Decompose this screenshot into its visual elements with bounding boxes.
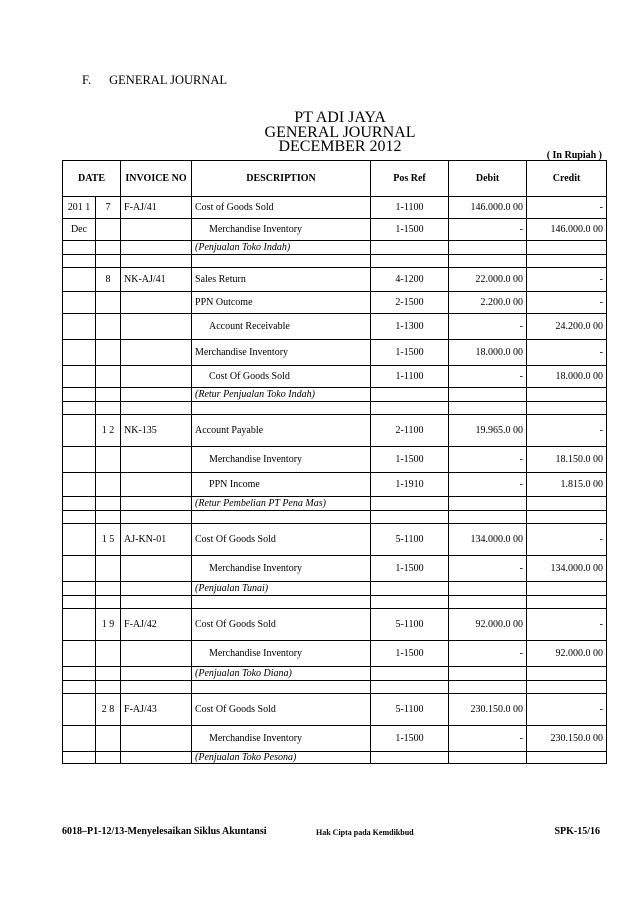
description-cell (192, 511, 371, 524)
posref-cell: 5-1100 (371, 524, 449, 556)
description-cell (192, 402, 371, 415)
journal-row (63, 497, 607, 511)
date-year-cell (63, 447, 96, 473)
credit-cell: 146.000.0 00 (527, 219, 607, 241)
date-day-cell (96, 667, 121, 681)
description-cell: Merchandise Inventory (192, 447, 371, 473)
date-year-cell (63, 366, 96, 388)
posref-cell (371, 596, 449, 609)
date-year-cell (63, 609, 96, 641)
date-day-cell (96, 314, 121, 340)
invoice-cell (121, 255, 192, 268)
credit-cell: - (527, 609, 607, 641)
currency-note: ( In Rupiah ) (546, 150, 602, 161)
debit-cell: - (449, 556, 527, 582)
date-year-cell (63, 752, 96, 764)
description-cell: (Penjualan Toko Pesona) (192, 752, 371, 764)
debit-cell: - (449, 473, 527, 497)
debit-cell: - (449, 447, 527, 473)
debit-cell: 146.000.0 00 (449, 197, 527, 219)
credit-cell (527, 596, 607, 609)
credit-cell (527, 402, 607, 415)
date-day-cell (96, 473, 121, 497)
date-year-cell (63, 694, 96, 726)
debit-cell (449, 497, 527, 511)
debit-cell: - (449, 641, 527, 667)
posref-cell: 1-1100 (371, 197, 449, 219)
journal-row (63, 366, 607, 388)
invoice-cell (121, 366, 192, 388)
date-year-cell (63, 314, 96, 340)
description-cell: Cost Of Goods Sold (192, 366, 371, 388)
journal-table (62, 160, 607, 764)
date-day-cell: 8 (96, 268, 121, 292)
description-cell (192, 681, 371, 694)
posref-cell: 1-1500 (371, 340, 449, 366)
invoice-cell: NK-AJ/41 (121, 268, 192, 292)
col-credit: Credit (527, 161, 607, 197)
journal-period: DECEMBER 2012 (278, 138, 402, 155)
date-year-cell (63, 473, 96, 497)
posref-cell: 1-1100 (371, 366, 449, 388)
credit-cell: 92.000.0 00 (527, 641, 607, 667)
debit-cell (449, 255, 527, 268)
description-cell: Account Receivable (192, 314, 371, 340)
journal-row (63, 596, 607, 609)
debit-cell: - (449, 726, 527, 752)
section-letter: F. (82, 73, 92, 87)
journal-row (63, 473, 607, 497)
journal-row (63, 641, 607, 667)
invoice-cell (121, 241, 192, 255)
invoice-cell (121, 596, 192, 609)
invoice-cell (121, 292, 192, 314)
posref-cell: 5-1100 (371, 694, 449, 726)
credit-cell (527, 388, 607, 402)
credit-cell: - (527, 292, 607, 314)
journal-row (63, 268, 607, 292)
date-day-cell (96, 219, 121, 241)
journal-row (63, 388, 607, 402)
posref-cell (371, 681, 449, 694)
posref-cell: 2-1500 (371, 292, 449, 314)
date-year-cell (63, 524, 96, 556)
invoice-cell (121, 641, 192, 667)
description-cell: (Retur Penjualan Toko Indah) (192, 388, 371, 402)
invoice-cell: F-AJ/42 (121, 609, 192, 641)
invoice-cell (121, 447, 192, 473)
col-date: DATE (63, 161, 121, 197)
date-day-cell (96, 292, 121, 314)
invoice-cell (121, 582, 192, 596)
description-cell: Account Payable (192, 415, 371, 447)
date-year-cell (63, 497, 96, 511)
date-year-cell (63, 582, 96, 596)
description-cell: (Penjualan Toko Diana) (192, 667, 371, 681)
journal-row (63, 752, 607, 764)
description-cell: Merchandise Inventory (192, 556, 371, 582)
invoice-cell (121, 681, 192, 694)
date-day-cell (96, 556, 121, 582)
journal-row (63, 609, 607, 641)
date-year-cell (63, 255, 96, 268)
posref-cell (371, 241, 449, 255)
invoice-cell (121, 473, 192, 497)
posref-cell (371, 402, 449, 415)
posref-cell (371, 255, 449, 268)
credit-cell (527, 667, 607, 681)
debit-cell: 230.150.0 00 (449, 694, 527, 726)
journal-row (63, 340, 607, 366)
date-day-cell (96, 641, 121, 667)
posref-cell: 1-1500 (371, 641, 449, 667)
date-year-cell (63, 388, 96, 402)
journal-row (63, 197, 607, 219)
posref-cell (371, 582, 449, 596)
debit-cell (449, 511, 527, 524)
date-day-cell (96, 241, 121, 255)
journal-row (63, 314, 607, 340)
journal-row (63, 241, 607, 255)
description-cell: Merchandise Inventory (192, 340, 371, 366)
debit-cell: - (449, 219, 527, 241)
debit-cell: - (449, 366, 527, 388)
debit-cell (449, 752, 527, 764)
col-description: DESCRIPTION (192, 161, 371, 197)
credit-cell: - (527, 340, 607, 366)
credit-cell: 24.200.0 00 (527, 314, 607, 340)
date-day-cell (96, 447, 121, 473)
date-year-cell (63, 241, 96, 255)
invoice-cell (121, 752, 192, 764)
col-posref: Pos Ref (371, 161, 449, 197)
date-year-cell (63, 292, 96, 314)
invoice-cell: AJ-KN-01 (121, 524, 192, 556)
description-cell: Merchandise Inventory (192, 726, 371, 752)
posref-cell: 1-1500 (371, 219, 449, 241)
footer-page: SPK-15/16 (554, 826, 600, 837)
description-cell: (Retur Pembelian PT Pena Mas) (192, 497, 371, 511)
invoice-cell (121, 314, 192, 340)
description-cell: Cost of Goods Sold (192, 197, 371, 219)
journal-row (63, 292, 607, 314)
credit-cell (527, 582, 607, 596)
section-heading (82, 73, 227, 88)
invoice-cell (121, 667, 192, 681)
date-day-cell: 7 (96, 197, 121, 219)
date-year-cell: Dec (63, 219, 96, 241)
debit-cell (449, 667, 527, 681)
date-day-cell (96, 366, 121, 388)
journal-row (63, 219, 607, 241)
debit-cell (449, 681, 527, 694)
posref-cell: 1-1500 (371, 726, 449, 752)
journal-title: GENERAL JOURNAL (264, 124, 416, 141)
credit-cell: - (527, 524, 607, 556)
debit-cell (449, 241, 527, 255)
date-day-cell (96, 752, 121, 764)
journal-row (63, 255, 607, 268)
date-day-cell (96, 340, 121, 366)
journal-row (63, 415, 607, 447)
invoice-cell: F-AJ/41 (121, 197, 192, 219)
description-cell: (Penjualan Tunai) (192, 582, 371, 596)
debit-cell: 18.000.0 00 (449, 340, 527, 366)
journal-row (63, 694, 607, 726)
date-day-cell (96, 726, 121, 752)
date-year-cell (63, 268, 96, 292)
posref-cell (371, 511, 449, 524)
credit-cell: - (527, 415, 607, 447)
description-cell: PPN Income (192, 473, 371, 497)
credit-cell: 230.150.0 00 (527, 726, 607, 752)
company-name: PT ADI JAYA (294, 109, 386, 126)
debit-cell: 134.000.0 00 (449, 524, 527, 556)
credit-cell: 18.000.0 00 (527, 366, 607, 388)
journal-row (63, 556, 607, 582)
date-day-cell: 1 9 (96, 609, 121, 641)
date-day-cell: 2 8 (96, 694, 121, 726)
posref-cell: 1-1500 (371, 556, 449, 582)
date-day-cell (96, 388, 121, 402)
invoice-cell (121, 556, 192, 582)
table-header-row (63, 161, 607, 197)
posref-cell: 2-1100 (371, 415, 449, 447)
debit-cell (449, 388, 527, 402)
date-day-cell (96, 255, 121, 268)
description-cell (192, 255, 371, 268)
date-year-cell (63, 340, 96, 366)
debit-cell: - (449, 314, 527, 340)
footer-copyright: Hak Cipta pada Kemdikbud (316, 828, 414, 837)
date-year-cell (63, 681, 96, 694)
posref-cell (371, 497, 449, 511)
description-cell: Cost Of Goods Sold (192, 524, 371, 556)
description-cell (192, 596, 371, 609)
description-cell: Merchandise Inventory (192, 219, 371, 241)
posref-cell: 5-1100 (371, 609, 449, 641)
journal-row (63, 681, 607, 694)
col-debit: Debit (449, 161, 527, 197)
invoice-cell (121, 726, 192, 752)
invoice-cell (121, 219, 192, 241)
credit-cell: 134.000.0 00 (527, 556, 607, 582)
debit-cell: 92.000.0 00 (449, 609, 527, 641)
date-year-cell (63, 556, 96, 582)
debit-cell (449, 402, 527, 415)
description-cell: Cost Of Goods Sold (192, 694, 371, 726)
posref-cell: 4-1200 (371, 268, 449, 292)
description-cell: Sales Return (192, 268, 371, 292)
credit-cell (527, 511, 607, 524)
credit-cell (527, 497, 607, 511)
credit-cell: - (527, 268, 607, 292)
journal-row (63, 582, 607, 596)
debit-cell (449, 596, 527, 609)
debit-cell: 2.200.0 00 (449, 292, 527, 314)
date-day-cell (96, 511, 121, 524)
invoice-cell (121, 340, 192, 366)
date-year-cell (63, 415, 96, 447)
date-year-cell (63, 596, 96, 609)
posref-cell (371, 388, 449, 402)
credit-cell (527, 241, 607, 255)
col-invoice: INVOICE NO (121, 161, 192, 197)
posref-cell: 1-1300 (371, 314, 449, 340)
section-title: GENERAL JOURNAL (109, 73, 228, 87)
posref-cell (371, 667, 449, 681)
invoice-cell: NK-135 (121, 415, 192, 447)
description-cell: Merchandise Inventory (192, 641, 371, 667)
date-day-cell: 1 2 (96, 415, 121, 447)
invoice-cell (121, 511, 192, 524)
posref-cell: 1-1500 (371, 447, 449, 473)
date-day-cell (96, 596, 121, 609)
date-year-cell (63, 641, 96, 667)
description-cell: PPN Outcome (192, 292, 371, 314)
credit-cell (527, 255, 607, 268)
credit-cell: 18.150.0 00 (527, 447, 607, 473)
invoice-cell (121, 497, 192, 511)
description-cell: (Penjualan Toko Indah) (192, 241, 371, 255)
footer-course: 6018–P1-12/13-Menyelesaikan Siklus Akuntansi (62, 826, 267, 837)
posref-cell: 1-1910 (371, 473, 449, 497)
journal-row (63, 447, 607, 473)
invoice-cell (121, 402, 192, 415)
journal-row (63, 524, 607, 556)
debit-cell: 19.965.0 00 (449, 415, 527, 447)
date-day-cell (96, 497, 121, 511)
journal-row (63, 402, 607, 415)
credit-cell: 1.815.0 00 (527, 473, 607, 497)
date-year-cell (63, 726, 96, 752)
journal-row (63, 511, 607, 524)
invoice-cell: F-AJ/43 (121, 694, 192, 726)
journal-row (63, 667, 607, 681)
credit-cell: - (527, 197, 607, 219)
credit-cell (527, 752, 607, 764)
invoice-cell (121, 388, 192, 402)
credit-cell (527, 681, 607, 694)
date-day-cell (96, 582, 121, 596)
description-cell: Cost Of Goods Sold (192, 609, 371, 641)
journal-row (63, 726, 607, 752)
date-day-cell (96, 681, 121, 694)
date-year-cell (63, 402, 96, 415)
date-day-cell: 1 5 (96, 524, 121, 556)
credit-cell: - (527, 694, 607, 726)
date-day-cell (96, 402, 121, 415)
posref-cell (371, 752, 449, 764)
debit-cell: 22.000.0 00 (449, 268, 527, 292)
date-year-cell (63, 667, 96, 681)
debit-cell (449, 582, 527, 596)
date-year-cell: 201 1 (63, 197, 96, 219)
journal-body (63, 197, 607, 764)
date-year-cell (63, 511, 96, 524)
